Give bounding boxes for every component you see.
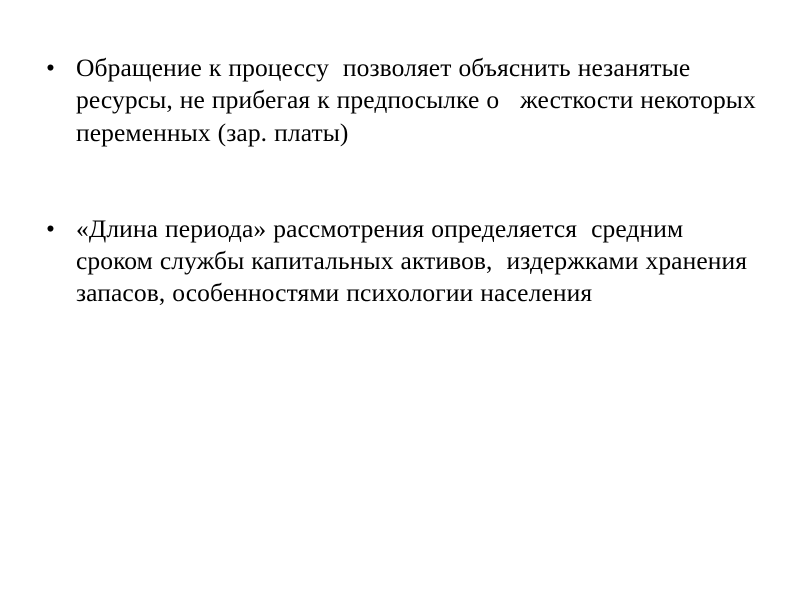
bullet-point-icon: • [46, 53, 56, 82]
list-item [36, 213, 756, 310]
bullet-list [36, 52, 763, 310]
bullet-text: Обращение к процессу позволяет объяснить незанятые ресурсы, не прибегая к предпосылке о жесткости некоторых переменных (зар. платы) [76, 53, 763, 147]
paragraph-spacer [36, 183, 756, 213]
bullet-point-icon: • [46, 213, 56, 243]
list-item [36, 52, 763, 149]
bullet-text: «Длина периода» рассмотрения определяется средним сроком службы капитальных активов, издержками хранения запасов, особенностями психологии населения [76, 213, 755, 308]
